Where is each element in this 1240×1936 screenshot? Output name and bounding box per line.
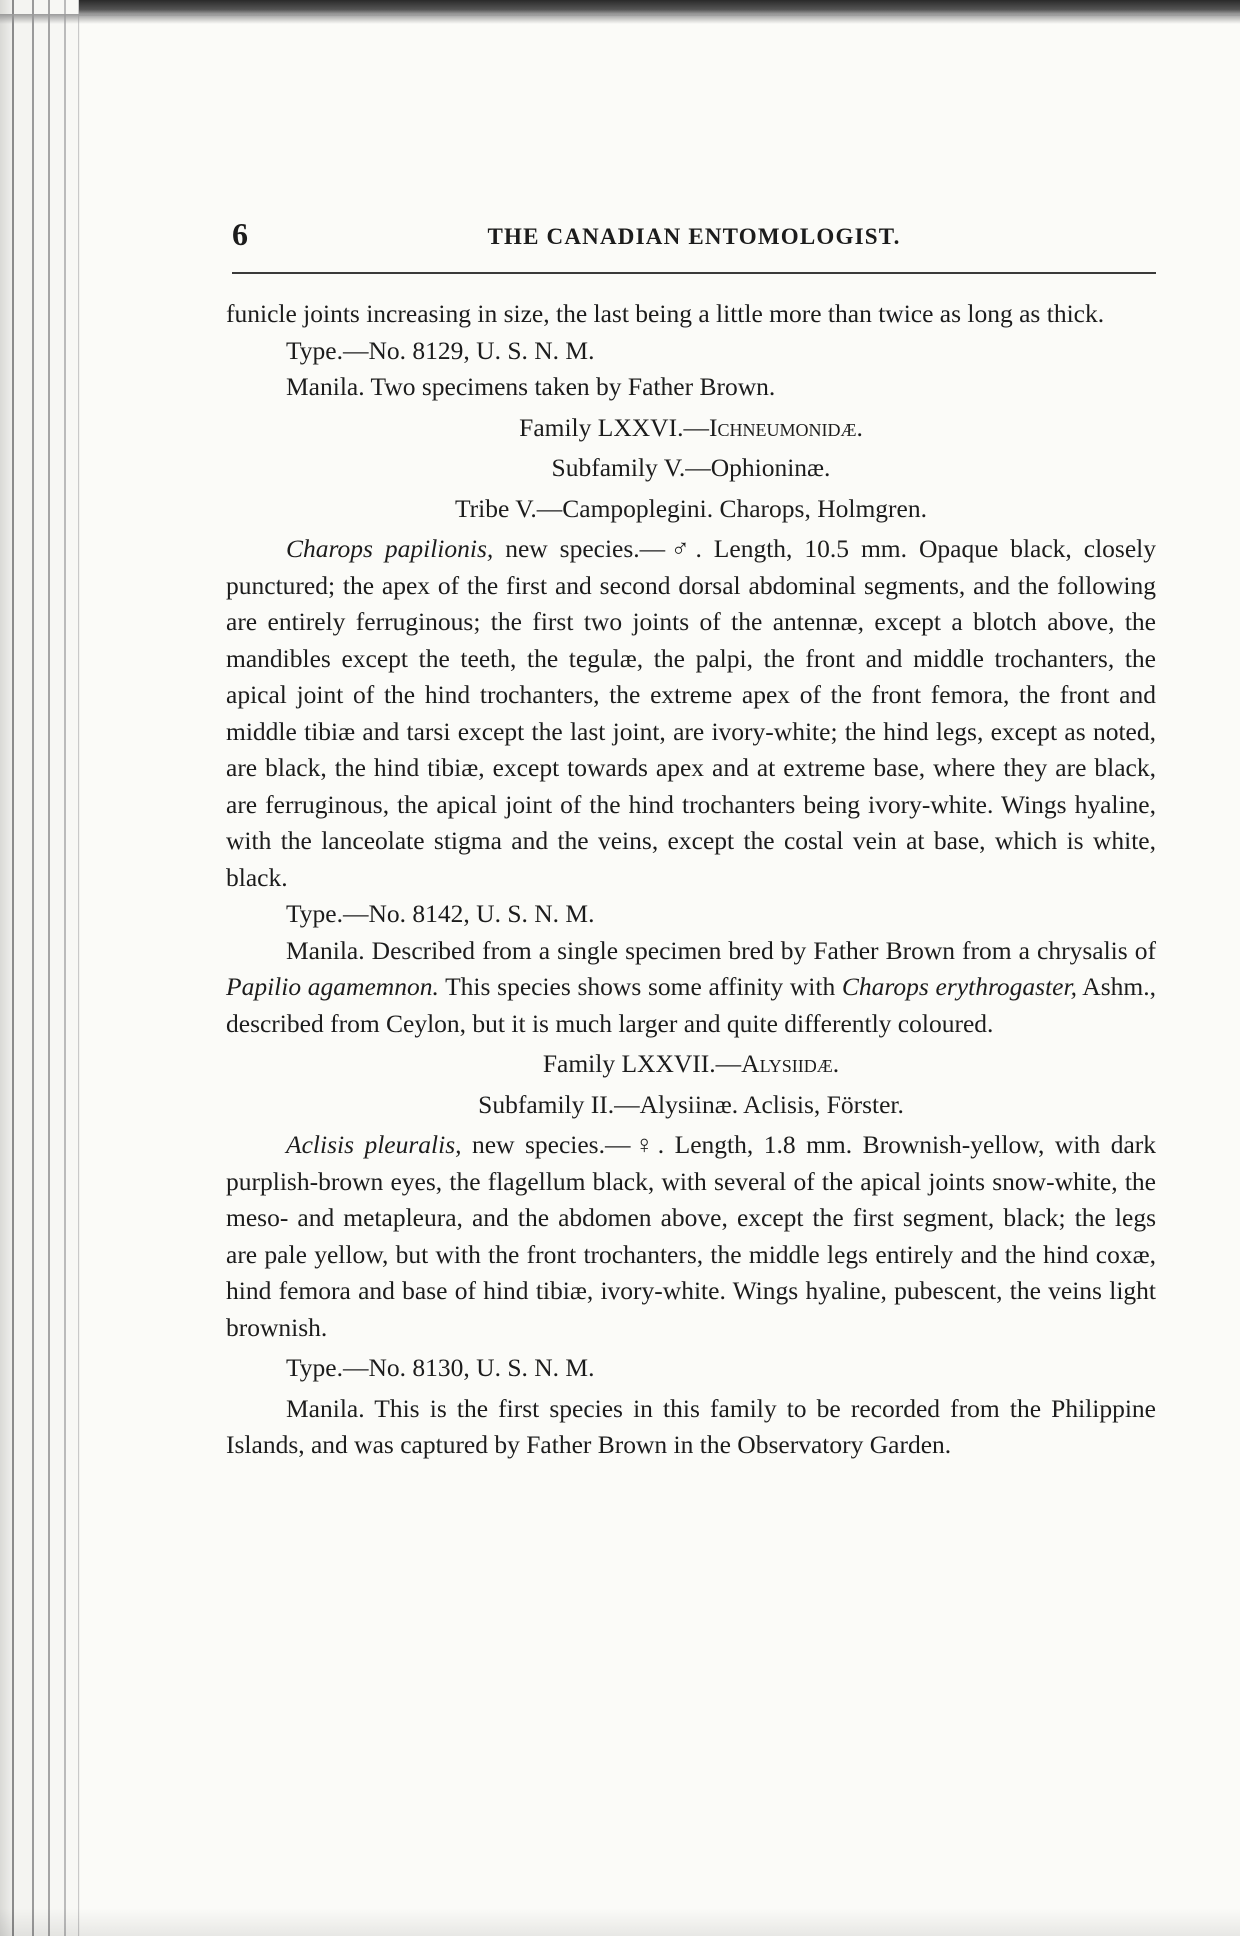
tribe-heading: Tribe V.—Campoplegini. Charops, Holmgren. [455, 493, 927, 523]
subfamily-heading: Subfamily II.—Alysiinæ. Aclisis, Förster. [478, 1089, 904, 1119]
scan-top-shadow [0, 14, 1240, 24]
page-edge [66, 0, 79, 1936]
running-title: THE CANADIAN ENTOMOLOGIST. [487, 224, 901, 249]
species-name: Papilio agamemnon. [226, 972, 439, 1001]
paragraph: Manila. Two specimens taken by Father Brown. [286, 372, 776, 401]
paragraph: funicle joints increasing in size, the last being a little more than twice as long as thick. [226, 299, 1105, 328]
description-text: new species.—♂. Length, 10.5 mm. Opaque black, closely punctured; the apex of the first and second dorsal abdominal segments, and the following are entirely ferruginous; the first two joints of the antennæ, except a blotch above, the mandibles except the teeth, the tegulæ, the palpi, the front and middle trochanters, the apical joint of the hind trochanters, the extreme apex of the front femora, the front and middle tibiæ and tarsi except the last joint, are ivory-white; the hind legs, except as noted, are black, the hind tibiæ, except towards apex and at extreme base, where they are black, are ferruginous, the apical joint of the hind trochanters being ivory-white. Wings hyaline, with the lanceolate stigma and the veins, except the costal vein at base, which is white, black. [226, 534, 1156, 892]
family-heading [226, 410, 1156, 447]
family-heading-name: Alysiidæ. [741, 1049, 840, 1078]
header-rule [232, 272, 1156, 274]
page-edge [14, 0, 34, 1936]
paragraph: Manila. This is the first species in this family to be recorded from the Philippine Islands, and was captured by Father Brown in the Observatory Garden. [226, 1393, 1156, 1459]
page-edge [50, 0, 66, 1936]
species-name: Charops papilionis, [286, 534, 494, 563]
family-heading-name: Ichneumonidæ. [708, 412, 863, 442]
type-line: Type.—No. 8142, U. S. N. M. [286, 899, 595, 928]
type-line: Type.—No. 8129, U. S. N. M. [286, 335, 595, 365]
page-number: 6 [232, 216, 248, 252]
text-run: Manila. Described from a single specimen bred by Father Brown from a chrysalis of [286, 935, 1156, 965]
page-edge [34, 0, 50, 1936]
species-description [226, 1127, 1156, 1346]
type-line: Type.—No. 8130, U. S. N. M. [286, 1353, 595, 1382]
page-edge [0, 0, 14, 1936]
family-heading-number: Family LXXVII.— [542, 1049, 742, 1078]
text-run: This species shows some affinity with [438, 972, 842, 1001]
subfamily-heading: Subfamily V.—Ophioninæ. [551, 453, 831, 482]
scan-bottom-shadow [0, 1908, 1240, 1936]
description-text: new species.—♀. Length, 1.8 mm. Brownish-yellow, with dark purplish-brown eyes, the flagellum black, with several of the apical joints snow-white, the meso- and metapleura, and the abdomen above, except the first segment, black; the legs are pale yellow, but with the front trochanters, the middle legs entirely and the hind coxæ, hind femora and base of hind tibiæ, ivory-white. Wings hyaline, pubescent, the veins light brownish. [226, 1130, 1157, 1342]
family-heading [226, 1046, 1156, 1083]
article-body [226, 296, 1156, 1464]
species-description [226, 531, 1156, 896]
text-run: Ashm., described from Ceylon, but it is much larger and quite differently coloured. [226, 972, 1156, 1038]
family-heading-number: Family LXXVI.— [519, 412, 709, 442]
page-header [232, 212, 1156, 252]
species-name: Aclisis pleuralis, [286, 1130, 462, 1159]
paragraph [226, 933, 1156, 1043]
species-name: Charops erythrogaster, [841, 972, 1077, 1001]
